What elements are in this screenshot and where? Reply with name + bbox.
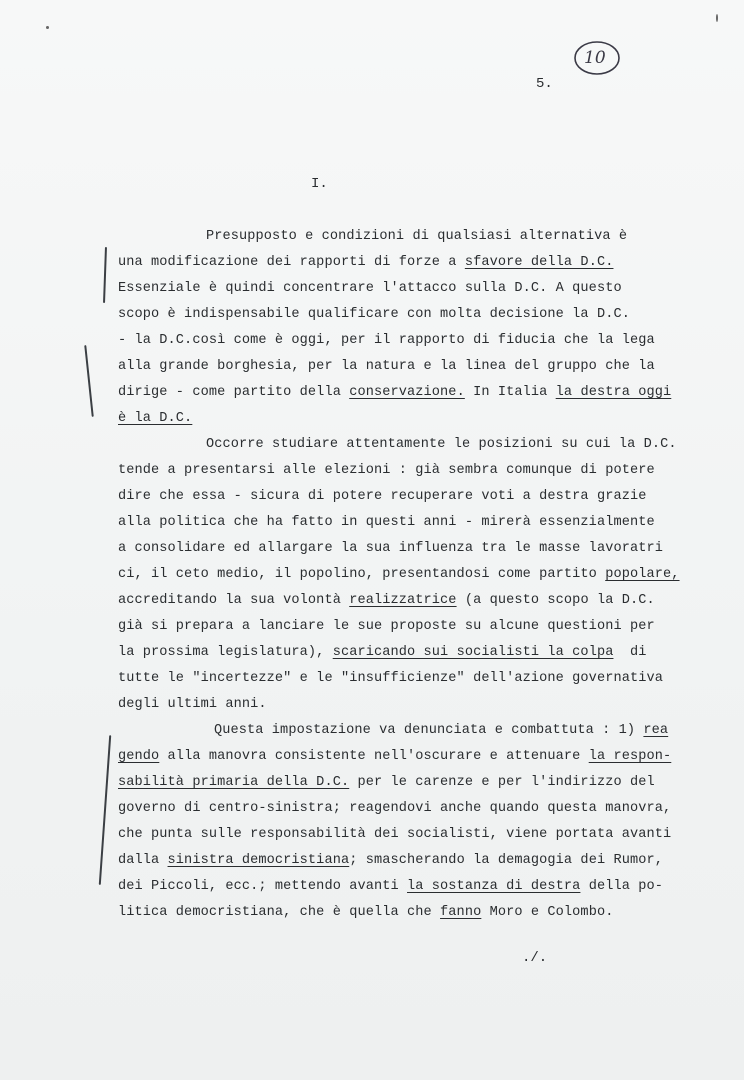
text-line xyxy=(118,432,718,458)
text-segment: Moro e Colombo. xyxy=(481,905,614,920)
text-segment: Occorre studiare attentamente le posizioni su cui la D.C. xyxy=(206,437,677,452)
text-segment: già si prepara a lanciare le sue proposte su alcune questioni per xyxy=(118,619,655,634)
text-segment: una modificazione dei rapporti di forze a xyxy=(118,255,465,270)
underlined-text: fanno xyxy=(440,905,482,920)
underlined-text: scaricando sui socialisti la colpa xyxy=(332,645,614,660)
underlined-text: la sostanza di destra xyxy=(407,879,581,894)
section-title: I. xyxy=(311,176,328,192)
text-segment: (a questo scopo la D.C. xyxy=(456,593,655,608)
scan-speck xyxy=(716,14,718,22)
stamp-number: 10 xyxy=(584,48,606,68)
text-segment: scopo è indispensabile qualificare con molta decisione la D.C. xyxy=(118,307,630,322)
text-line xyxy=(118,666,718,692)
margin-mark-2 xyxy=(84,345,94,417)
margin-mark-3 xyxy=(99,735,111,885)
text-segment: che punta sulle responsabilità dei socialisti, viene portata avanti xyxy=(118,827,672,842)
text-segment: di xyxy=(613,645,647,660)
text-line xyxy=(118,484,718,510)
text-line xyxy=(118,380,718,406)
text-segment: alla politica che ha fatto in questi anni - mirerà essenzialmente xyxy=(118,515,655,530)
text-line xyxy=(118,874,718,900)
text-segment: accreditando la sua volontà xyxy=(118,593,350,608)
text-line xyxy=(118,692,718,718)
text-segment: degli ultimi anni. xyxy=(118,697,267,712)
text-segment: dirige - come partito della xyxy=(118,385,350,400)
text-segment: alla grande borghesia, per la natura e la linea del gruppo che la xyxy=(118,359,655,374)
text-segment: In Italia xyxy=(464,385,556,400)
text-line xyxy=(118,614,718,640)
text-line xyxy=(118,224,718,250)
text-line xyxy=(118,640,718,666)
text-line xyxy=(118,848,718,874)
underlined-text: gendo xyxy=(118,749,160,764)
underlined-text: rea xyxy=(643,723,669,738)
text-segment: governo di centro-sinistra; reagendovi anche quando questa manovra, xyxy=(118,801,672,816)
text-line xyxy=(118,250,718,276)
text-segment: dalla xyxy=(118,853,168,868)
text-line xyxy=(118,354,718,380)
text-line xyxy=(118,406,718,432)
underlined-text: popolare, xyxy=(605,567,680,582)
text-segment: - la D.C.così come è oggi, per il rapporto di fiducia che la lega xyxy=(118,333,655,348)
text-line xyxy=(118,276,718,302)
text-line xyxy=(118,510,718,536)
text-segment: Essenziale è quindi concentrare l'attacco sulla D.C. A questo xyxy=(118,281,622,296)
text-segment: per le carenze e per l'indirizzo del xyxy=(349,775,655,790)
text-segment: a consolidare ed allargare la sua influenza tra le masse lavoratri xyxy=(118,541,663,556)
text-line xyxy=(118,718,718,744)
text-line xyxy=(118,302,718,328)
body-text xyxy=(118,224,718,926)
text-line xyxy=(118,458,718,484)
underlined-text: sinistra democristiana xyxy=(167,853,350,868)
text-line xyxy=(118,770,718,796)
text-segment: alla manovra consistente nell'oscurare e attenuare xyxy=(159,749,589,764)
underlined-text: realizzatrice xyxy=(349,593,457,608)
text-segment: litica democristiana, che è quella che xyxy=(118,905,441,920)
margin-mark-1 xyxy=(103,247,107,303)
closing-mark: ./. xyxy=(522,950,548,966)
text-segment: della po- xyxy=(580,879,664,894)
text-segment: tutte le "incertezze" e le "insufficienze" dell'azione governativa xyxy=(118,671,663,686)
text-segment: Presupposto e condizioni di qualsiasi alternativa è xyxy=(206,229,628,244)
text-line xyxy=(118,328,718,354)
text-line xyxy=(118,536,718,562)
page-number: 5. xyxy=(536,76,553,92)
text-segment: ; smascherando la demagogia dei Rumor, xyxy=(349,853,664,868)
text-segment: Questa impostazione va denunciata e combattuta : 1) xyxy=(214,723,644,738)
text-segment: ci, il ceto medio, il popolino, presentandosi come partito xyxy=(118,567,606,582)
underlined-text: sfavore della D.C. xyxy=(464,255,614,270)
underlined-text: sabilità primaria della D.C. xyxy=(118,775,350,790)
text-line xyxy=(118,588,718,614)
underlined-text: la respon- xyxy=(588,749,672,764)
underlined-text: la destra oggi xyxy=(555,385,672,400)
text-line xyxy=(118,562,718,588)
text-line xyxy=(118,796,718,822)
text-segment: tende a presentarsi alle elezioni : già sembra comunque di potere xyxy=(118,463,655,478)
underlined-text: è la D.C. xyxy=(118,411,193,426)
text-line xyxy=(118,900,718,926)
scan-speck xyxy=(46,26,49,29)
text-segment: dei Piccoli, ecc.; mettendo avanti xyxy=(118,879,408,894)
text-segment: dire che essa - sicura di potere recuperare voti a destra grazie xyxy=(118,489,647,504)
text-line xyxy=(118,744,718,770)
text-segment: la prossima legislatura), xyxy=(118,645,333,660)
text-line xyxy=(118,822,718,848)
underlined-text: conservazione. xyxy=(349,385,465,400)
